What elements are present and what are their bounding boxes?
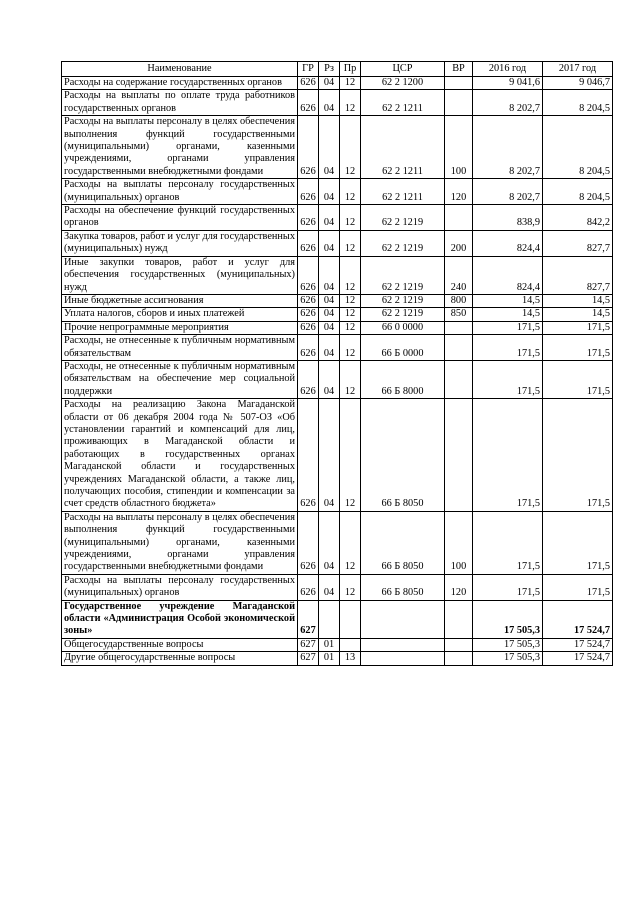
cell-gr: 626 — [298, 230, 319, 256]
cell-2016: 824,4 — [473, 230, 543, 256]
cell-name: Другие общегосударственные вопросы — [62, 652, 298, 665]
cell-vr — [445, 600, 473, 638]
cell-vr: 200 — [445, 230, 473, 256]
cell-rz: 04 — [319, 77, 340, 90]
cell-vr: 100 — [445, 116, 473, 179]
cell-2017: 9 046,7 — [543, 77, 613, 90]
table-row — [62, 600, 613, 638]
cell-pr: 12 — [340, 116, 361, 179]
table-row — [62, 574, 613, 600]
table-row — [62, 321, 613, 334]
header-csr: ЦСР — [361, 62, 445, 77]
cell-name: Иные бюджетные ассигнования — [62, 294, 298, 307]
cell-pr: 12 — [340, 308, 361, 321]
table-row — [62, 90, 613, 116]
cell-2017: 171,5 — [543, 511, 613, 574]
cell-2016: 14,5 — [473, 294, 543, 307]
cell-rz: 04 — [319, 90, 340, 116]
cell-2017: 171,5 — [543, 360, 613, 398]
cell-gr: 626 — [298, 399, 319, 512]
cell-gr: 627 — [298, 600, 319, 638]
cell-rz: 04 — [319, 335, 340, 361]
cell-gr: 626 — [298, 90, 319, 116]
table-row — [62, 256, 613, 294]
cell-2016: 171,5 — [473, 399, 543, 512]
table-row — [62, 308, 613, 321]
cell-csr: 62 2 1211 — [361, 90, 445, 116]
cell-2017: 171,5 — [543, 335, 613, 361]
cell-pr: 12 — [340, 399, 361, 512]
cell-rz: 04 — [319, 511, 340, 574]
cell-csr: 62 2 1219 — [361, 308, 445, 321]
cell-csr: 62 2 1211 — [361, 116, 445, 179]
header-rz: Рз — [319, 62, 340, 77]
table-row — [62, 205, 613, 231]
cell-name: Государственное учреждение Магаданской области «Администрация Особой экономической зоны» — [62, 600, 298, 638]
cell-vr: 240 — [445, 256, 473, 294]
cell-2017: 171,5 — [543, 321, 613, 334]
cell-2016: 14,5 — [473, 308, 543, 321]
cell-rz: 04 — [319, 574, 340, 600]
cell-2017: 17 524,7 — [543, 652, 613, 665]
cell-vr — [445, 205, 473, 231]
cell-2017: 14,5 — [543, 308, 613, 321]
cell-pr: 12 — [340, 179, 361, 205]
cell-gr: 626 — [298, 335, 319, 361]
table-row — [62, 335, 613, 361]
cell-name: Расходы на выплаты персоналу в целях обеспечения выполнения функций государственными (муниципальными) органами, казенными учреждениями, органами управления государственными внебюджетными фондами — [62, 116, 298, 179]
cell-csr: 66 Б 8050 — [361, 399, 445, 512]
cell-2017: 827,7 — [543, 256, 613, 294]
cell-rz: 04 — [319, 230, 340, 256]
cell-gr: 627 — [298, 638, 319, 651]
cell-gr: 627 — [298, 652, 319, 665]
table-row — [62, 179, 613, 205]
cell-name: Расходы на выплаты персоналу государственных (муниципальных) органов — [62, 179, 298, 205]
cell-2017: 171,5 — [543, 574, 613, 600]
cell-name: Прочие непрограммные мероприятия — [62, 321, 298, 334]
cell-name: Расходы на выплаты по оплате труда работников государственных органов — [62, 90, 298, 116]
cell-name: Расходы на содержание государственных органов — [62, 77, 298, 90]
header-2017: 2017 год — [543, 62, 613, 77]
cell-csr — [361, 600, 445, 638]
table-header-row — [62, 62, 613, 77]
table-row — [62, 638, 613, 651]
cell-pr: 12 — [340, 574, 361, 600]
cell-vr — [445, 77, 473, 90]
cell-pr: 13 — [340, 652, 361, 665]
cell-csr: 66 0 0000 — [361, 321, 445, 334]
cell-pr: 12 — [340, 205, 361, 231]
cell-rz: 04 — [319, 321, 340, 334]
cell-2016: 8 202,7 — [473, 179, 543, 205]
cell-rz: 04 — [319, 360, 340, 398]
cell-gr: 626 — [298, 179, 319, 205]
cell-vr — [445, 335, 473, 361]
cell-name: Расходы на обеспечение функций государственных органов — [62, 205, 298, 231]
header-gr: ГР — [298, 62, 319, 77]
cell-2017: 17 524,7 — [543, 638, 613, 651]
cell-gr: 626 — [298, 511, 319, 574]
cell-name: Расходы, не отнесенные к публичным нормативным обязательствам на обеспечение мер социальной поддержки — [62, 360, 298, 398]
cell-csr — [361, 638, 445, 651]
cell-name: Расходы, не отнесенные к публичным нормативным обязательствам — [62, 335, 298, 361]
cell-name: Расходы на выплаты персоналу государственных (муниципальных) органов — [62, 574, 298, 600]
table-row — [62, 360, 613, 398]
cell-csr: 62 2 1211 — [361, 179, 445, 205]
cell-csr: 66 Б 8050 — [361, 511, 445, 574]
cell-gr: 626 — [298, 308, 319, 321]
cell-2016: 824,4 — [473, 256, 543, 294]
cell-2017: 17 524,7 — [543, 600, 613, 638]
cell-rz: 01 — [319, 652, 340, 665]
cell-gr: 626 — [298, 77, 319, 90]
cell-csr: 62 2 1219 — [361, 294, 445, 307]
cell-2016: 9 041,6 — [473, 77, 543, 90]
cell-2017: 171,5 — [543, 399, 613, 512]
cell-rz: 01 — [319, 638, 340, 651]
table-row — [62, 511, 613, 574]
cell-csr: 62 2 1219 — [361, 256, 445, 294]
cell-2017: 842,2 — [543, 205, 613, 231]
cell-2016: 17 505,3 — [473, 638, 543, 651]
table-row — [62, 399, 613, 512]
cell-rz: 04 — [319, 308, 340, 321]
cell-vr: 850 — [445, 308, 473, 321]
cell-pr: 12 — [340, 90, 361, 116]
cell-vr — [445, 90, 473, 116]
cell-2017: 8 204,5 — [543, 116, 613, 179]
cell-2016: 17 505,3 — [473, 652, 543, 665]
cell-rz: 04 — [319, 116, 340, 179]
cell-2016: 171,5 — [473, 360, 543, 398]
header-pr: Пр — [340, 62, 361, 77]
cell-2016: 171,5 — [473, 335, 543, 361]
table-row — [62, 294, 613, 307]
cell-pr: 12 — [340, 335, 361, 361]
cell-vr — [445, 321, 473, 334]
cell-2017: 14,5 — [543, 294, 613, 307]
cell-2017: 8 204,5 — [543, 179, 613, 205]
cell-name: Общегосударственные вопросы — [62, 638, 298, 651]
cell-2017: 827,7 — [543, 230, 613, 256]
cell-vr: 120 — [445, 179, 473, 205]
cell-gr: 626 — [298, 256, 319, 294]
table-row — [62, 77, 613, 90]
cell-2016: 171,5 — [473, 574, 543, 600]
cell-vr: 120 — [445, 574, 473, 600]
cell-pr: 12 — [340, 511, 361, 574]
cell-vr — [445, 638, 473, 651]
cell-csr: 66 Б 0000 — [361, 335, 445, 361]
cell-gr: 626 — [298, 360, 319, 398]
cell-rz: 04 — [319, 399, 340, 512]
cell-pr: 12 — [340, 77, 361, 90]
cell-csr: 62 2 1219 — [361, 205, 445, 231]
cell-2016: 8 202,7 — [473, 90, 543, 116]
cell-csr: 66 Б 8050 — [361, 574, 445, 600]
cell-pr: 12 — [340, 230, 361, 256]
cell-vr — [445, 399, 473, 512]
cell-name: Расходы на выплаты персоналу в целях обеспечения выполнения функций государственными (муниципальными) органами, казенными учреждениями, органами управления государственными внебюджетными фондами — [62, 511, 298, 574]
cell-pr — [340, 638, 361, 651]
cell-vr — [445, 360, 473, 398]
cell-pr: 12 — [340, 360, 361, 398]
cell-gr: 626 — [298, 116, 319, 179]
table-body — [62, 77, 613, 666]
cell-csr: 62 2 1219 — [361, 230, 445, 256]
cell-2016: 8 202,7 — [473, 116, 543, 179]
cell-name: Уплата налогов, сборов и иных платежей — [62, 308, 298, 321]
cell-name: Закупка товаров, работ и услуг для государственных (муниципальных) нужд — [62, 230, 298, 256]
cell-name: Иные закупки товаров, работ и услуг для обеспечения государственных (муниципальных) нужд — [62, 256, 298, 294]
cell-name: Расходы на реализацию Закона Магаданской области от 06 декабря 2004 года № 507-ОЗ «Об установлении гарантий и компенсаций для лиц, проживающих в Магаданской области и работающих в государственных органах Магаданской области и государственных учреждениях Магаданской области, а также лиц, получающих пособия, стипендии и компенсации за счет средств областного бюджета» — [62, 399, 298, 512]
cell-vr: 800 — [445, 294, 473, 307]
cell-gr: 626 — [298, 205, 319, 231]
cell-pr — [340, 600, 361, 638]
cell-csr: 62 2 1200 — [361, 77, 445, 90]
cell-vr: 100 — [445, 511, 473, 574]
budget-table — [61, 61, 613, 666]
cell-rz — [319, 600, 340, 638]
header-vr: ВР — [445, 62, 473, 77]
table-row — [62, 652, 613, 665]
cell-csr: 66 Б 8000 — [361, 360, 445, 398]
cell-2016: 171,5 — [473, 321, 543, 334]
cell-2016: 171,5 — [473, 511, 543, 574]
cell-rz: 04 — [319, 205, 340, 231]
cell-csr — [361, 652, 445, 665]
cell-rz: 04 — [319, 256, 340, 294]
cell-gr: 626 — [298, 321, 319, 334]
cell-vr — [445, 652, 473, 665]
cell-2016: 838,9 — [473, 205, 543, 231]
cell-rz: 04 — [319, 294, 340, 307]
cell-pr: 12 — [340, 321, 361, 334]
table-row — [62, 116, 613, 179]
cell-gr: 626 — [298, 574, 319, 600]
cell-rz: 04 — [319, 179, 340, 205]
header-name: Наименование — [62, 62, 298, 77]
cell-gr: 626 — [298, 294, 319, 307]
cell-pr: 12 — [340, 256, 361, 294]
table-row — [62, 230, 613, 256]
cell-2016: 17 505,3 — [473, 600, 543, 638]
cell-2017: 8 204,5 — [543, 90, 613, 116]
header-2016: 2016 год — [473, 62, 543, 77]
cell-pr: 12 — [340, 294, 361, 307]
